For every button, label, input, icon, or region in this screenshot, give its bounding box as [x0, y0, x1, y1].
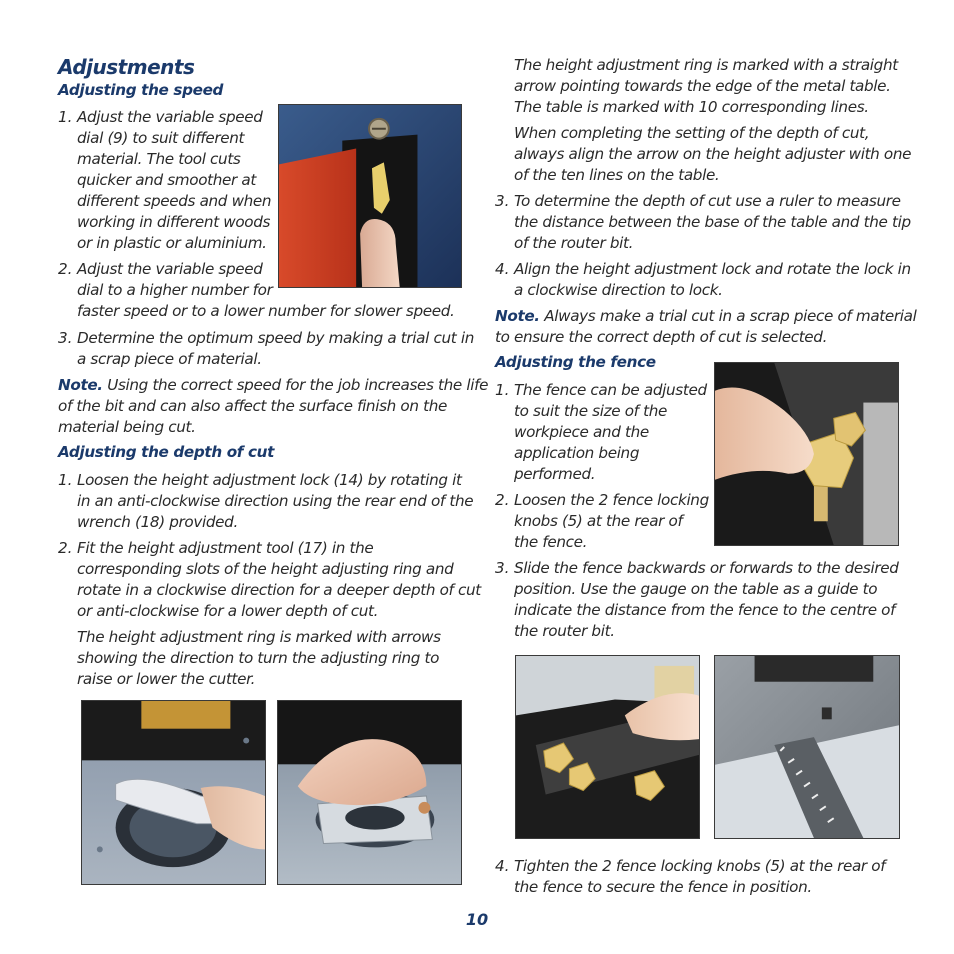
text-line: indicate the distance from the fence to the centre of [514, 601, 896, 619]
text-line: workpiece and the [514, 423, 649, 441]
text-line: raise or lower the cutter. [77, 670, 256, 688]
note-label: Note. [58, 376, 103, 394]
text-line: material being cut. [58, 418, 196, 436]
text-line: faster speed or to a lower number for slower speed. [77, 302, 455, 320]
text-line: a clockwise direction to lock. [514, 281, 723, 299]
text-line: dial to a higher number for [77, 281, 273, 299]
depth-item2-number: 2. [58, 539, 73, 557]
text-line: the fence to secure the fence in position. [514, 878, 812, 896]
fence-knob-photo [714, 362, 899, 546]
depth-item3-number: 3. [495, 192, 510, 210]
text-line: of the ten lines on the table. [514, 166, 720, 184]
text-line: in an anti-clockwise direction using the rear end of the [77, 492, 474, 510]
text-line: a scrap piece of material. [77, 350, 262, 368]
text-line: to ensure the correct depth of cut is selected. [495, 328, 828, 346]
fence-item2-number: 2. [495, 491, 510, 509]
depth-section-title: Adjusting the depth of cut [58, 443, 275, 461]
speed-item1-number: 1. [58, 108, 73, 126]
fence-gauge-photo [714, 655, 900, 839]
text-line: Tighten the 2 fence locking knobs (5) at the rear of [514, 857, 886, 875]
text-line [58, 375, 488, 396]
text-line: different speeds and when [77, 192, 272, 210]
fence-item3-number: 3. [495, 559, 510, 577]
speed-item3-number: 3. [58, 329, 73, 347]
fence-section-title: Adjusting the fence [495, 353, 656, 371]
text-line: or in plastic or aluminium. [77, 234, 267, 252]
text-line: arrow pointing towards the edge of the metal table. [514, 77, 891, 95]
text-line: position. Use the gauge on the table as a guide to [514, 580, 878, 598]
speed-item2-number: 2. [58, 260, 73, 278]
text-line: corresponding slots of the height adjusting ring and [77, 560, 454, 578]
note-text: Always make a trial cut in a scrap piece of material [539, 307, 917, 325]
page-number: 10 [465, 910, 489, 929]
text-line: dial (9) to suit different [77, 129, 245, 147]
text-line: the router bit. [514, 622, 615, 640]
text-line: The height adjustment ring is marked with a straight [514, 56, 898, 74]
text-line: of the router bit. [514, 234, 634, 252]
text-line: The table is marked with 10 corresponding lines. [514, 98, 869, 116]
text-line: rotate in a clockwise direction for a deeper depth of cut [77, 581, 481, 599]
fence-item1-number: 1. [495, 381, 510, 399]
text-line: knobs (5) at the rear of [514, 512, 683, 530]
depth-item1-number: 1. [58, 471, 73, 489]
text-line: working in different woods [77, 213, 271, 231]
height-tool-photo [277, 700, 462, 885]
depth-item4-number: 4. [495, 260, 510, 278]
note-label: Note. [495, 307, 540, 325]
text-line: The height adjustment ring is marked with arrows [77, 628, 441, 646]
text-line: Fit the height adjustment tool (17) in the [77, 539, 374, 557]
text-line: Adjust the variable speed [77, 108, 263, 126]
note-text: Using the correct speed for the job increases the life [102, 376, 489, 394]
text-line: Determine the optimum speed by making a trial cut in [77, 329, 474, 347]
text-line: wrench (18) provided. [77, 513, 238, 531]
text-line: Slide the fence backwards or forwards to the desired [514, 559, 899, 577]
text-line [495, 306, 916, 327]
height-lock-photo [81, 700, 266, 885]
text-line: Align the height adjustment lock and rotate the lock in [514, 260, 911, 278]
speed-dial-photo [278, 104, 462, 288]
text-line: quicker and smoother at [77, 171, 256, 189]
text-line: or anti-clockwise for a lower depth of cut. [77, 602, 379, 620]
text-line: The fence can be adjusted [514, 381, 707, 399]
fence-slide-photo [515, 655, 700, 839]
text-line: the fence. [514, 533, 588, 551]
text-line: material. The tool cuts [77, 150, 241, 168]
text-line: application being [514, 444, 640, 462]
text-line: the distance between the base of the table and the tip [514, 213, 911, 231]
page-heading: Adjustments [58, 55, 195, 79]
speed-section-title: Adjusting the speed [58, 81, 224, 99]
text-line: Loosen the height adjustment lock (14) by rotating it [77, 471, 462, 489]
text-line: always align the arrow on the height adjuster with one [514, 145, 912, 163]
fence-item4-number: 4. [495, 857, 510, 875]
text-line: performed. [514, 465, 596, 483]
text-line: To determine the depth of cut use a ruler to measure [514, 192, 901, 210]
text-line: showing the direction to turn the adjusting ring to [77, 649, 440, 667]
text-line: Adjust the variable speed [77, 260, 263, 278]
text-line: Loosen the 2 fence locking [514, 491, 709, 509]
text-line: to suit the size of the [514, 402, 667, 420]
text-line: of the bit and can also affect the surface finish on the [58, 397, 447, 415]
text-line: When completing the setting of the depth of cut, [514, 124, 870, 142]
